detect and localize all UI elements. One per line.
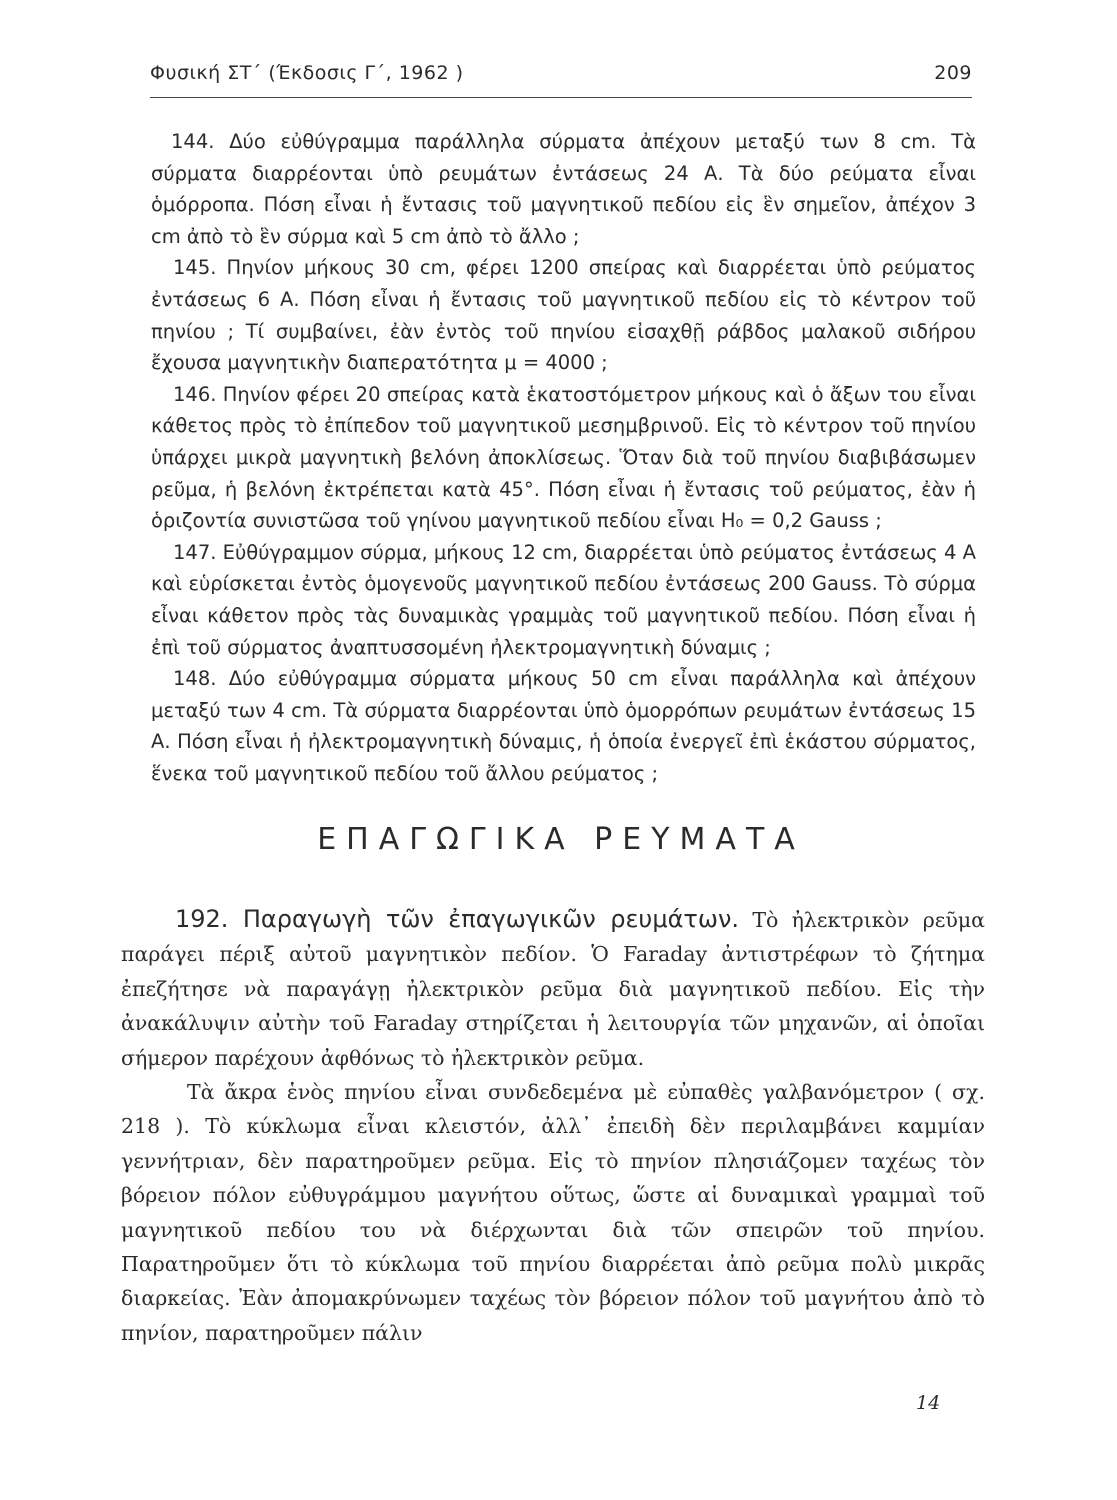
paragraph-2: Τὰ ἄκρα ἑνὸς πηνίου εἶναι συνδεδεμένα μὲ εὐπαθὲς γαλβανόμετρον ( σχ. 218 ). Τὸ κύκλωμα εἶναι κλειστόν, ἀλλ᾽ ἐπειδὴ δὲν περιλαμβάνει καμμίαν γεννήτριαν, δὲν παρατηροῦμεν ρεῦμα. Εἰς τὸ πηνίον πλησιάζομεν ταχέως τὸν βόρειον πόλον εὐθυγράμμου μαγνήτου οὕτως, ὥστε αἱ δυναμικαὶ γραμμαὶ τοῦ μαγνητικοῦ πεδίου του νὰ διέρχωνται διὰ τῶν σπειρῶν τοῦ πηνίου. Παρατηροῦμεν ὅτι τὸ κύκλωμα τοῦ πηνίου διαρρέεται ἀπὸ ρεῦμα πολὺ μικρᾶς διαρκείας. Ἐὰν ἀπομακρύνωμεν ταχέως τὸν βόρειον πόλον τοῦ μαγνήτου ἀπὸ τὸ πηνίον, παρατηροῦμεν πάλιν — [121, 1080, 985, 1345]
subsection-heading: 192. Παραγωγὴ τῶν ἐπαγωγικῶν ρευμάτων. — [175, 905, 739, 933]
running-title: Φυσική ΣΤ΄ (Έκδοσις Γ΄, 1962 ) — [150, 62, 464, 84]
signature-mark: 14 — [916, 1392, 941, 1414]
problem-147: 147. Εὐθύγραμμον σύρμα, μήκους 12 cm, διαρρέεται ὑπὸ ρεύματος ἐντάσεως 4 Α καὶ εὑρίσκεται ἐντὸς ὁμογενοῦς μαγνητικοῦ πεδίου ἐντάσεως 200 Gauss. Τὸ σύρμα εἶναι κάθετον πρὸς τὰς δυναμικὰς γραμμὰς τοῦ μαγνητικοῦ πεδίου. Πόση εἶναι ἡ ἐπὶ τοῦ σύρματος ἀναπτυσσομένη ἠλεκτρομαγνητικὴ δύναμις ; — [151, 540, 976, 659]
section-body — [121, 902, 985, 1350]
problem-148: 148. Δύο εὐθύγραμμα σύρματα μήκους 50 cm εἶναι παράλληλα καὶ ἀπέχουν μεταξύ των 4 cm. Τὰ σύρματα διαρρέονται ὑπὸ ὁμορρόπων ρευμάτων ἐντάσεως 15 Α. Πόση εἶναι ἡ ἠλεκτρομαγνητικὴ δύναμις, ἡ ὁποία ἐνεργεῖ ἐπὶ ἑκάστου σύρματος, ἕνεκα τοῦ μαγνητικοῦ πεδίου τοῦ ἄλλου ρεύματος ; — [151, 667, 976, 785]
problem-144: 144. Δύο εὐθύγραμμα παράλληλα σύρματα ἀπέχουν μεταξύ των 8 cm. Τὰ σύρματα διαρρέονται ὑπὸ ρευμάτων ἐντάσεως 24 Α. Τὰ δύο ρεύματα εἶναι ὁμόρροπα. Πόση εἶναι ἡ ἔντασις τοῦ μαγνητικοῦ πεδίου εἰς ἓν σημεῖον, ἀπέχον 3 cm ἀπὸ τὸ ἓν σύρμα καὶ 5 cm ἀπὸ τὸ ἄλλο ; — [151, 130, 976, 248]
problem-list — [151, 126, 976, 789]
paragraph-1 — [121, 902, 985, 1075]
section-title: ΕΠΑΓΩΓΙΚΑ ΡΕΥΜΑΤΑ — [317, 822, 805, 857]
header-rule — [150, 97, 972, 98]
problem-146: 146. Πηνίον φέρει 20 σπείρας κατὰ ἑκατοστόμετρον μήκους καὶ ὁ ἄξων του εἶναι κάθετος πρὸς τὸ ἐπίπεδον τοῦ μαγνητικοῦ μεσημβρινοῦ. Εἰς τὸ κέντρον τοῦ πηνίου ὑπάρχει μικρὰ μαγνητικὴ βελόνη ἀποκλίσεως. Ὅταν διὰ τοῦ πηνίου διαβιβάσωμεν ρεῦμα, ἡ βελόνη ἐκτρέπεται κατὰ 45°. Πόση εἶναι ἡ ἔντασις τοῦ ρεύματος, ἐὰν ἡ ὁριζοντία συνιστῶσα τοῦ γηίνου μαγνητικοῦ πεδίου εἶναι H₀ = 0,2 Gauss ; — [151, 382, 976, 533]
problem-145: 145. Πηνίον μήκους 30 cm, φέρει 1200 σπείρας καὶ διαρρέεται ὑπὸ ρεύματος ἐντάσεως 6 Α. Πόση εἶναι ἡ ἔντασις τοῦ μαγνητικοῦ πεδίου εἰς τὸ κέντρον τοῦ πηνίου ; Τί συμβαίνει, ἐὰν ἐντὸς τοῦ πηνίου εἰσαχθῇ ράβδος μαλακοῦ σιδήρου ἔχουσα μαγνητικὴν διαπερατότητα μ = 4000 ; — [151, 256, 976, 375]
running-header — [150, 62, 972, 84]
paragraph-1-text: Τὸ ἠλεκτρικὸν ρεῦμα παράγει πέριξ αὐτοῦ μαγνητικὸν πεδίον. Ὁ Faraday ἀντιστρέφων τὸ ζήτημα ἐπεζήτησε νὰ παραγάγῃ ἠλεκτρικὸν ρεῦμα διὰ μαγνητικοῦ πεδίου. Εἰς τὴν ἀνακάλυψιν αὐτὴν τοῦ Faraday στηρίζεται ἡ λειτουργία τῶν μηχανῶν, αἱ ὁποῖαι σήμερον παρέχουν ἀφθόνως τὸ ἠλεκτρικὸν ρεῦμα. — [121, 908, 985, 1070]
page-number: 209 — [934, 62, 972, 84]
